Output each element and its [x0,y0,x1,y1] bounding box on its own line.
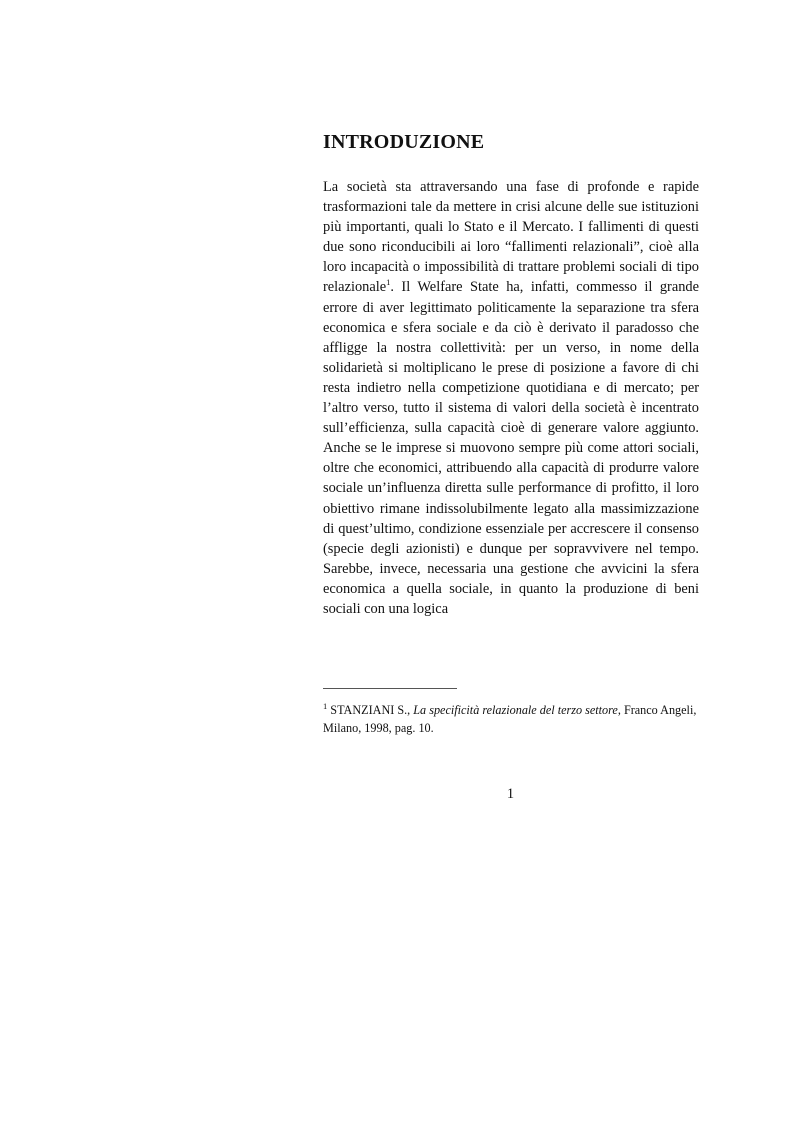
footnote-details: , Franco Angeli, Milano, 1998, pag. 10. [323,703,697,735]
page-number: 1 [506,786,515,802]
footnote-author: STANZIANI S., [330,703,411,717]
footnote [323,702,699,737]
footnote-title: La specificità relazionale del terzo settore [413,703,618,717]
footnote-divider [323,688,457,689]
footnote-reference[interactable]: 1 [386,277,391,288]
footnote-number: 1 [323,700,328,711]
paragraph [323,177,699,619]
body-paragraph [323,177,699,619]
page-title: INTRODUZIONE [323,131,485,153]
paragraph-text-part1: La società sta attraversando una fase di profonde e rapide trasformazioni tale da mettere in crisi alcune delle sue istituzioni più importanti, quali lo Stato e il Mercato. I fallimenti di questi due sono riconducibili ai loro “fallimenti relazionali”, cioè alla loro incapacità o impossibilità di trattare problemi sociali di tipo relazionale [323,179,699,296]
paragraph-text-part2: . Il Welfare State ha, infatti, commesso il grande errore di aver legittimato politicamente la separazione tra sfera economica e sfera sociale e da ciò è derivato il paradosso che affligge la nostra collettività: per un verso, in nome della solidarietà si moltiplicano le prese di posizione a favore di chi resta indietro nella competizione quotidiana e di mercato; per l’altro verso, tutto il sistema di valori della società è incentrato sull’efficienza, sulla capacità cioè di generare valore aggiunto. Anche se le imprese si muovono sempre più come attori sociali, oltre che economici, attribuendo alla capacità di produrre valore sociale un’influenza diretta sulle performance di profitto, il loro obiettivo rimane indissolubilmente legato alla massimizzazione di quest’ultimo, condizione essenziale per accrescere il consenso (specie degli azionisti) e dunque per sopravvivere nel tempo. Sarebbe, invece, necessaria una gestione che avvicini la sfera economica a quella sociale, in quanto la produzione di beni sociali con una logica [323,279,699,617]
